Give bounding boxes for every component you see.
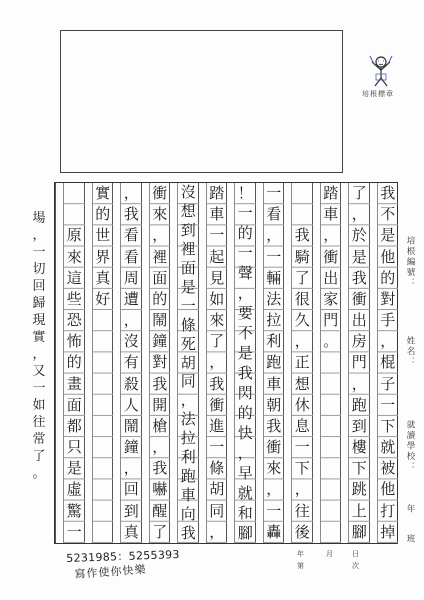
grid-char: 下 [351,459,367,478]
grid-char: 想 [294,374,310,393]
grid-char: ， [266,226,282,245]
grid-char: 場 [32,211,46,226]
grid-char: 死 [180,334,196,353]
grid-char: 面 [152,268,168,287]
grid-column [340,183,369,543]
grid-char: 樓 [351,438,367,457]
grid-char: 拉 [180,429,196,448]
grid-char: 不 [380,205,396,224]
grid-char: 對 [380,289,396,308]
grid-char: 往 [294,501,310,520]
grid-char: 常 [32,432,46,447]
grid-char: 開 [152,395,168,414]
grid-char: ， [209,353,225,372]
grid-char: 起 [209,247,225,266]
grid-char: ， [237,284,253,302]
grid-char: 車 [209,205,225,224]
grid-char: 鬧 [123,416,139,435]
grid-char: 如 [209,289,225,308]
column-text [378,183,399,543]
grid-char: 我 [380,184,396,202]
grid-char: 又 [32,364,46,379]
grid-char: 現 [32,313,46,328]
grid-char: 衝 [209,395,225,414]
grid-char: 恐 [66,311,82,330]
grid-char: 同 [180,372,196,391]
grid-char: 是 [237,344,253,362]
grid-char: 跑 [266,353,282,372]
count-suffix: 次 [352,562,359,570]
grid-char: 的 [95,205,111,224]
grid-char: 我 [266,416,282,435]
grid-char: 出 [323,268,339,287]
label-name: 姓名： [405,336,415,368]
grid-char: ， [123,184,139,202]
grid-char: 來 [209,311,225,330]
grid-char: ， [237,444,253,462]
drawing-area [60,30,343,173]
grid-char: 踏 [209,184,225,202]
grid-char: 衝 [152,184,168,202]
grid-char: 就 [237,484,253,502]
grid-char: ， [209,522,225,541]
grid-char: 跳 [351,480,367,499]
grid-char: 車 [180,486,196,505]
grid-char: 來 [266,459,282,478]
column-text [292,183,313,543]
grid-char: 息 [294,416,310,435]
grid-char: 了 [294,268,310,287]
grid-char: 遭 [123,289,139,308]
column-text [150,183,171,543]
footer-slogan: 寫作使你快樂 [74,562,147,581]
grid-char: ， [123,459,139,478]
grid-char: 如 [32,398,46,413]
grid-char: 看 [266,205,282,224]
grid-char: 的 [237,404,253,422]
grid-char: 往 [32,415,46,430]
grid-char: 一 [209,438,225,457]
grid-char: ， [180,391,196,410]
grid-char: 胡 [180,353,196,372]
grid-char: 就 [380,438,396,457]
grid-char: 到 [123,501,139,520]
grid-lane [92,183,114,543]
grid-char: 的 [66,353,82,372]
grid-char: 一 [209,226,225,245]
grid-char: 法 [180,410,196,429]
grid-char: 我 [237,364,253,382]
grid-char: 掉 [380,522,396,541]
grid-char: 來 [152,205,168,224]
grid-char: 嚇 [152,480,168,499]
grid-char: 棍 [380,353,396,372]
label-id: 培根編號： [405,236,415,289]
grid-char: ， [32,347,46,362]
grid-char: 法 [266,289,282,308]
grid-char: 槍 [152,416,168,435]
grid-column [84,183,113,543]
grid-char: 被 [380,459,396,478]
grid-char: ， [351,374,367,393]
grid-char: 聲 [237,264,253,282]
grid-char: 正 [294,353,310,372]
grid-char: 了 [32,449,46,464]
grid-char: 我 [152,459,168,478]
grid-char: 很 [294,289,310,308]
grid-lane [348,183,370,543]
grid-char: 怖 [66,332,82,351]
grid-char: 早 [237,464,253,482]
grid-lane [263,183,285,543]
grid-char: 回 [32,279,46,294]
grid-char: 面 [180,258,196,277]
date-month: 月 [326,550,333,558]
grid-char: 我 [152,374,168,393]
grid-char: 些 [66,289,82,308]
grid-char: 面 [66,395,82,414]
grid-char: 的 [152,289,168,308]
grid-char: 房 [351,332,367,351]
column-text [264,183,285,543]
grid-char: 腳 [237,524,253,542]
grid-char: 同 [209,501,225,520]
grid-lane [377,183,399,543]
grid-char: 實 [32,330,46,345]
grid-char: 是 [66,459,82,478]
grid-char: 不 [237,324,253,342]
grid-char: 一 [180,296,196,315]
grid-char: 到 [180,220,196,239]
grid-char: 有 [123,353,139,372]
grid-char: 進 [209,416,225,435]
grid-char: 向 [180,505,196,524]
grid-char: 胡 [209,480,225,499]
grid-char: 衝 [266,438,282,457]
mascot-icon [364,50,398,88]
grid-column [283,183,312,543]
grid-char: 一 [266,184,282,202]
grid-char: 裡 [180,239,196,258]
grid-lane [291,183,313,543]
column-text [64,183,85,543]
grid-lane [63,183,85,543]
grid-char: 對 [152,353,168,372]
grid-char: 人 [123,395,139,414]
date-day: 日 [352,550,359,558]
grid-char: 醒 [152,501,168,520]
grid-column [112,183,141,543]
grid-char: 都 [66,416,82,435]
grid-char: 要 [237,304,253,322]
grid-char: 殺 [123,374,139,393]
grid-char: 來 [66,247,82,266]
grid-char: 。 [32,466,46,481]
grid-char: ， [323,226,339,245]
grid-char: 一 [266,247,282,266]
grid-char: 一 [32,245,46,260]
grid-column [55,183,84,543]
grid-char: 我 [209,374,225,393]
grid-char: ， [123,311,139,330]
grid-char: 歸 [32,296,46,311]
grid-char: 這 [66,268,82,287]
grid-char: ！ [237,184,253,202]
grid-char: 門 [351,353,367,372]
grid-column [141,183,170,543]
grid-char: 好 [95,289,111,308]
grid-char: 輛 [266,268,282,287]
count-prefix: 第 [297,562,304,570]
grid-char: 界 [95,247,111,266]
grid-char: ， [152,438,168,457]
grid-char: 虛 [66,480,82,499]
grid-char: 。 [323,332,339,351]
grid-lane [320,183,342,543]
grid-char: 打 [380,501,396,520]
grid-char: 條 [209,459,225,478]
column-text [235,183,256,543]
grid-column [226,183,255,543]
grid-char: 下 [294,459,310,478]
grid-char: 真 [123,522,139,541]
column-text [93,183,114,543]
grid-char: 手 [380,311,396,330]
grid-char: 想 [180,201,196,220]
grid-column [198,183,227,543]
stamp-label: 培根標章 [362,90,394,98]
grid-char: 回 [123,480,139,499]
grid-char: 鬧 [152,311,168,330]
grid-char: 到 [351,416,367,435]
grid-char: ， [152,226,168,245]
grid-char: 家 [323,289,339,308]
grid-lane [120,183,142,543]
grid-char: 一 [66,522,82,541]
grid-char: 鐘 [123,438,139,457]
grid-char: 腳 [351,522,367,541]
grid-char: 鐘 [152,332,168,351]
grid-lane [149,183,171,543]
grid-char: 騎 [294,247,310,266]
grid-char: 裡 [152,247,168,266]
grid-char: 下 [380,416,396,435]
grid-char: 轟 [266,522,282,541]
column-text [321,183,342,543]
grid-lane [177,183,199,543]
grid-char: 拉 [266,311,282,330]
grid-char: 驚 [66,501,82,520]
grid-char: 沒 [123,332,139,351]
grid-char: 我 [180,524,196,543]
grid-char: 切 [32,262,46,277]
grid-char: 的 [380,268,396,287]
grid-char: 利 [266,332,282,351]
grid-char: 只 [66,438,82,457]
grid-char: 他 [380,247,396,266]
grid-char: 跑 [180,467,196,486]
grid-char: 看 [123,247,139,266]
grid-char: 他 [380,480,396,499]
grid-char: 的 [237,224,253,242]
grid-char: 我 [351,268,367,287]
grid-char: 了 [351,184,367,202]
grid-char: 休 [294,395,310,414]
grid-char: 原 [66,226,82,245]
grid-char: 沒 [180,183,196,201]
grid-char: 真 [95,268,111,287]
grid-char: 世 [95,226,111,245]
grid-char: 是 [380,226,396,245]
grid-char: 我 [123,205,139,224]
grid-char: 朝 [266,395,282,414]
grid-char: 條 [180,315,196,334]
grid-char: ， [266,480,282,499]
grid-char: 一 [32,381,46,396]
grid-char: 一 [294,438,310,457]
grid-char: 一 [380,395,396,414]
grid-column [369,183,398,543]
column-text [121,183,142,543]
grid-char: 周 [123,268,139,287]
grid-char: 車 [266,374,282,393]
grid-char: 我 [294,226,310,245]
grid-char: ， [294,332,310,351]
grid-char: 久 [294,311,310,330]
grid-char: 門 [323,311,339,330]
grid-char: 畫 [66,374,82,393]
footer-numbers: 5231985：5255393 [66,548,180,565]
grid-char: 跑 [351,395,367,414]
grid-char: 一 [266,501,282,520]
date-year: 年 [297,550,304,558]
grid-char: 和 [237,504,253,522]
grid-char: ， [351,205,367,224]
column-text [207,183,228,543]
grid-column [169,183,198,543]
grid-char: 了 [152,522,168,541]
grid-char: 一 [237,204,253,222]
grid-char: 衝 [323,247,339,266]
grid-char: 衝 [351,289,367,308]
grid-char: 後 [294,522,310,541]
grid-char: ， [380,332,396,351]
label-grade: 年 [405,504,415,515]
column-text [178,183,199,543]
grid-column [312,183,341,543]
grid-column [255,183,284,543]
grid-char: 是 [180,277,196,296]
grid-char: 閃 [237,384,253,402]
grid-char: ， [32,228,46,243]
composition-grid [54,182,398,544]
column-text [349,183,370,543]
grid-char: 上 [351,501,367,520]
grid-char: 了 [209,332,225,351]
grid-char: 利 [180,448,196,467]
grid-char: 出 [351,311,367,330]
margin-note [29,210,49,482]
grid-char: 實 [95,184,111,202]
grid-char: 一 [237,244,253,262]
grid-lane [206,183,228,543]
grid-char: 踏 [323,184,339,202]
grid-char: 是 [351,247,367,266]
grid-char: 見 [209,268,225,287]
grid-char: 子 [380,374,396,393]
grid-char: 於 [351,226,367,245]
grid-char: 看 [123,226,139,245]
grid-char: 車 [323,205,339,224]
grid-char: ， [294,480,310,499]
grid-char: 快 [237,424,253,442]
grid-lane [234,183,256,543]
label-school: 就讀學校： [405,420,415,473]
label-class: 班 [405,534,415,545]
